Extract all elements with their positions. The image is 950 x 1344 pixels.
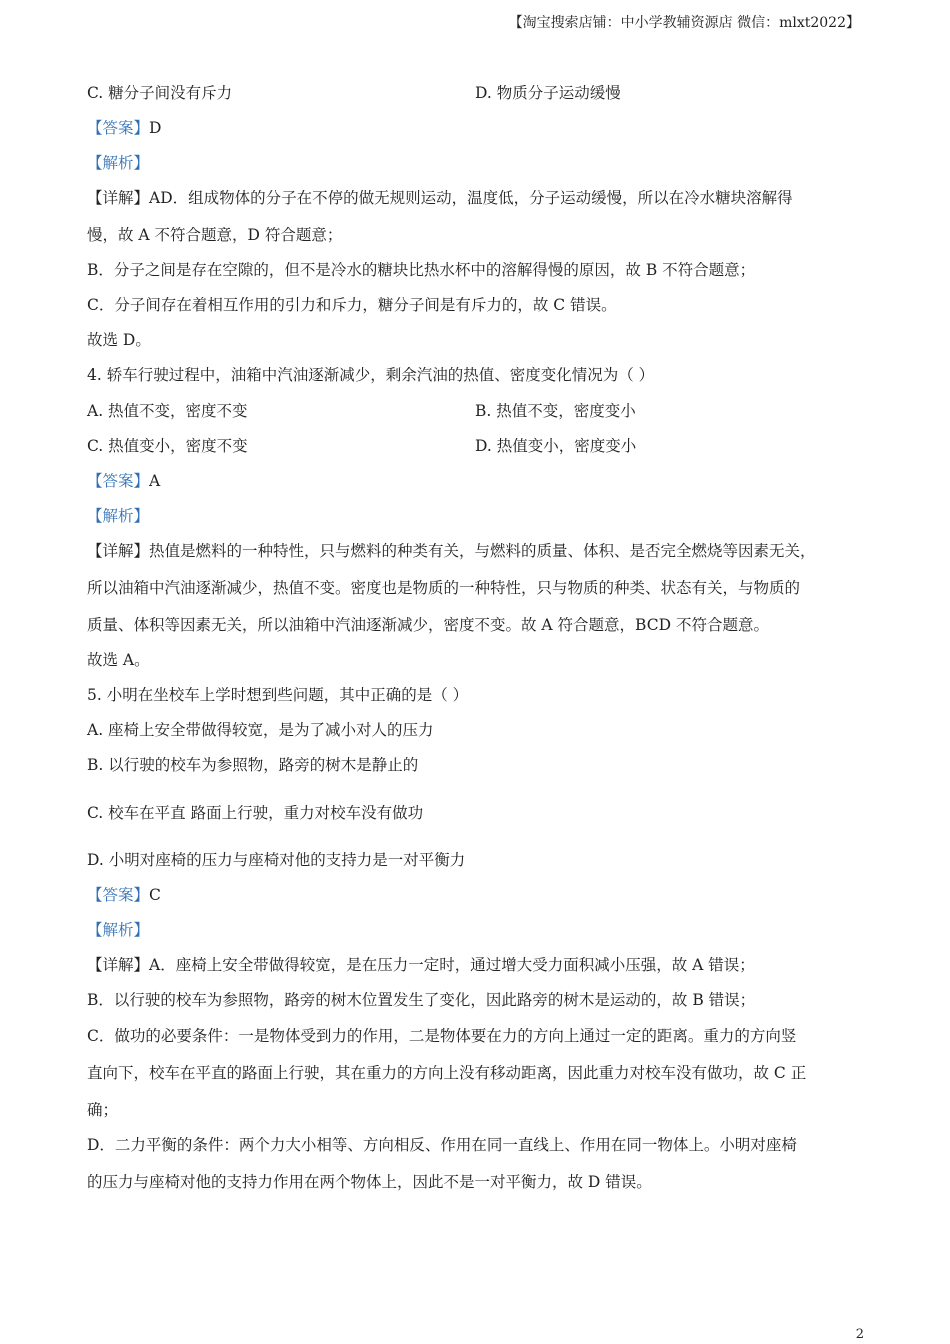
q4-analysis-line [87, 504, 149, 526]
detail-text: A．座椅上安全带做得较宽，是在压力一定时，通过增大受力面积减小压强，故 A 错误； [149, 956, 755, 974]
q5-option-c: C. 校车在平直 路面上行驶，重力对校车没有做功 [87, 804, 424, 822]
q5-detail-line-d1: D．二力平衡的条件：两个力大小相等、方向相反、作用在同一直线上、作用在同一物体上。小明对座椅 [87, 1136, 797, 1154]
q4-detail-line-1 [87, 539, 816, 561]
q3-answer-line [87, 116, 161, 138]
q4-detail-line-3: 质量、体积等因素无关，所以油箱中汽油逐渐减少，密度不变。故 A 符合题意，BCD 不符合题意。 [87, 616, 769, 634]
q5-option-a: A. 座椅上安全带做得较宽，是为了减小对人的压力 [87, 721, 434, 739]
q5-option-b: B. 以行驶的校车为参照物，路旁的树木是静止的 [87, 756, 419, 774]
q5-detail-line-b: B．以行驶的校车为参照物，路旁的树木位置发生了变化，因此路旁的树木是运动的，故 B 错误； [87, 991, 756, 1009]
q5-detail-line-c2: 直向下，校车在平直的路面上行驶，其在重力的方向上没有移动距离，因此重力对校车没有做功，故 C 正 [87, 1064, 807, 1082]
detail-text: AD．组成物体的分子在不停的做无规则运动，温度低，分子运动缓慢，所以在冷水糖块溶解得 [149, 189, 793, 207]
q3-detail-line-2: 慢，故 A 不符合题意，D 符合题意； [87, 226, 343, 244]
q3-analysis-line [87, 151, 149, 173]
q5-analysis-line [87, 918, 149, 940]
detail-tag: 【详解】 [87, 542, 150, 560]
answer-tag: 【答案】 [87, 119, 150, 137]
q5-detail-line-a [87, 953, 755, 975]
answer-value: C [149, 886, 161, 904]
q5-stem: 5. 小明在坐校车上学时想到些问题，其中正确的是（ ） [87, 686, 469, 704]
q5-answer-line [87, 883, 161, 905]
detail-tag: 【详解】 [87, 189, 150, 207]
answer-tag: 【答案】 [87, 472, 150, 490]
answer-value: D [149, 119, 162, 137]
analysis-tag: 【解析】 [87, 154, 150, 172]
page-number: 2 [855, 1327, 864, 1342]
q5-detail-line-c1: C．做功的必要条件：一是物体受到力的作用，二是物体要在力的方向上通过一定的距离。重力的方向竖 [87, 1027, 797, 1045]
analysis-tag: 【解析】 [87, 921, 150, 939]
analysis-tag: 【解析】 [87, 507, 150, 525]
q5-detail-line-c3: 确； [87, 1101, 119, 1119]
detail-text: 热值是燃料的一种特性，只与燃料的种类有关，与燃料的质量、体积、是否完全燃烧等因素无关， [149, 542, 816, 560]
page-header: 【淘宝搜索店铺：中小学教辅资源店 微信：mlxt2022】 [508, 15, 860, 31]
q4-conclusion: 故选 A。 [87, 651, 150, 669]
answer-value: A [149, 472, 161, 490]
q4-detail-line-2: 所以油箱中汽油逐渐减少，热值不变。密度也是物质的一种特性，只与物质的种类、状态有关，与物质的 [87, 579, 801, 597]
q4-option-a: A. 热值不变，密度不变 [87, 402, 248, 420]
q5-option-d: D. 小明对座椅的压力与座椅对他的支持力是一对平衡力 [87, 851, 466, 869]
q3-detail-line-1 [87, 186, 793, 208]
q4-option-d: D. 热值变小，密度变小 [475, 437, 637, 455]
q4-stem: 4. 轿车行驶过程中，油箱中汽油逐渐减少，剩余汽油的热值、密度变化情况为（ ） [87, 366, 655, 384]
q4-option-b: B. 热值不变，密度变小 [475, 402, 636, 420]
q3-conclusion: 故选 D。 [87, 331, 151, 349]
answer-tag: 【答案】 [87, 886, 150, 904]
detail-tag: 【详解】 [87, 956, 150, 974]
q3-option-c: C. 糖分子间没有斥力 [87, 84, 233, 102]
q5-detail-line-d2: 的压力与座椅对他的支持力作用在两个物体上，因此不是一对平衡力，故 D 错误。 [87, 1173, 652, 1191]
q3-detail-line-4: C．分子间存在着相互作用的引力和斥力，糖分子间是有斥力的，故 C 错误。 [87, 296, 617, 314]
q4-option-c: C. 热值变小，密度不变 [87, 437, 248, 455]
q4-answer-line [87, 469, 160, 491]
q3-option-d: D. 物质分子运动缓慢 [475, 84, 621, 102]
q3-detail-line-3: B．分子之间是存在空隙的，但不是冷水的糖块比热水杯中的溶解得慢的原因，故 B 不符合题意； [87, 261, 756, 279]
